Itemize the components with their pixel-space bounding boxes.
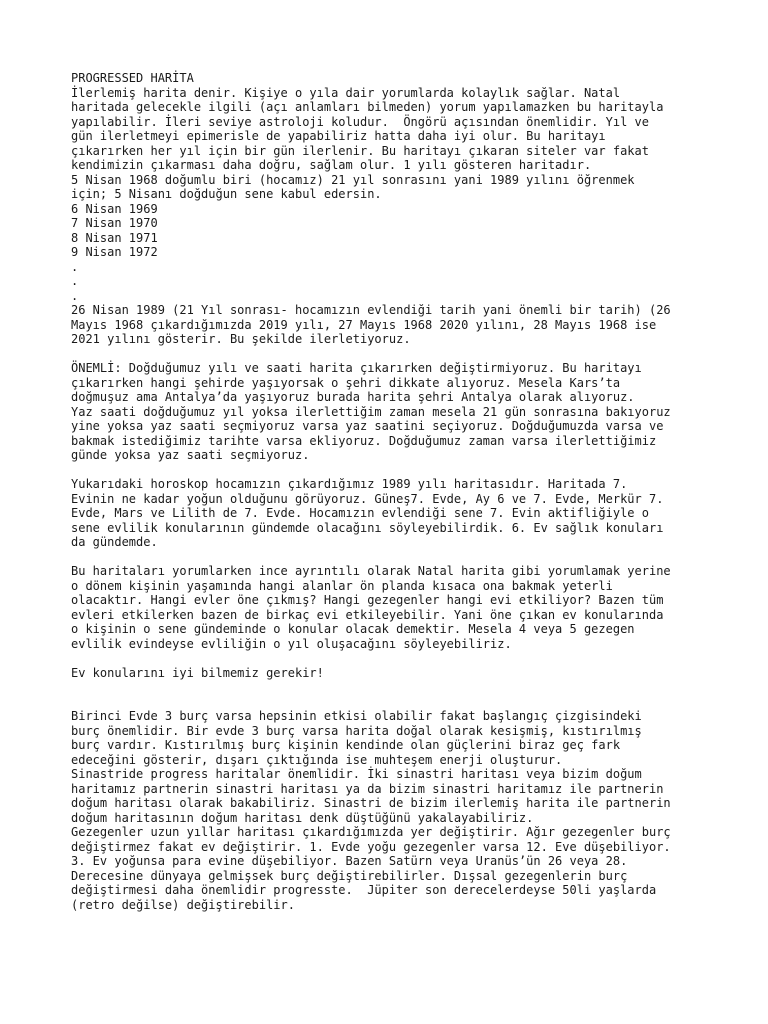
text-line: Bu haritaları yorumlarken ince ayrıntılı olarak Natal harita gibi yorumlamak yerine — [71, 564, 671, 578]
text-line: çıkarırken hangi şehirde yaşıyorsak o şehri dikkate alıyoruz. Mesela Kars’ta — [71, 375, 621, 390]
text-line: Evinin ne kadar yoğun olduğunu görüyoruz. Güneş7. Evde, Ay 6 ve 7. Evde, Merkür 7. — [71, 491, 664, 506]
text-line: doğum haritası olarak bakabiliriz. Sinastri de bizim ilerlemiş harita ile partnerin — [71, 796, 671, 810]
text-line: yine yoksa yaz saati seçmiyoruz varsa yaz saatini seçiyoruz. Doğduğumuzda varsa ve — [71, 419, 664, 433]
document-body — [71, 71, 711, 912]
text-line: evlilik evindeyse evliliğin o yıl oluşacağını söyleyebiliriz. — [71, 636, 512, 651]
text-line: çıkarırken her yıl için bir gün ilerlenir. Bu haritayı çıkaran siteler var fakat — [71, 143, 649, 158]
paragraph-spacer — [71, 651, 711, 666]
text-line: 5 Nisan 1968 doğumlu biri (hocamız) 21 yıl sonrasını yani 1989 yılını öğrenmek — [71, 172, 635, 187]
intro-paragraph — [71, 86, 711, 347]
paragraph-spacer — [71, 550, 711, 565]
horoscope-paragraph — [71, 477, 711, 550]
text-line: evleri etkilerken bazen de birkaç evi etkileyebilir. Yani öne çıkan ev konularında — [71, 607, 664, 622]
text-line: değiştirmez fakat ev değiştirir. 1. Evde yoğu gezegenler varsa 12. Eve düşebiliyor. — [71, 839, 671, 854]
text-line: Derecesine dünyaya gelmişsek burç değiştirebilirler. Dışsal gezegenlerin burç — [71, 868, 628, 883]
text-line: Gezegenler uzun yıllar haritası çıkardığımızda yer değiştirir. Ağır gezegenler burç — [71, 825, 671, 839]
text-line: (retro değilse) değiştirebilir. — [71, 897, 295, 912]
text-line: 26 Nisan 1989 (21 Yıl sonrası- hocamızın evlendiği tarih yani önemli bir tarih) (26 — [71, 303, 671, 317]
text-line: Sinastride progress haritalar önemlidir. İki sinastri haritası veya bizim doğum — [71, 767, 642, 781]
text-line: Birinci Evde 3 burç varsa hepsinin etkisi olabilir fakat başlangıç çizgisindeki — [71, 709, 642, 723]
text-line: o dönem kişinin yaşamında hangi alanlar ön planda kısaca ona bakmak yeterli — [71, 578, 613, 593]
text-line: 7 Nisan 1970 — [71, 216, 158, 230]
text-line: değiştirmesi daha önemlidir progresste. Jüpiter son derecelerdeyse 50li yaşlarda — [71, 883, 657, 897]
text-line: günde yoksa yaz saati seçmiyoruz. — [71, 448, 310, 462]
text-line: burç önemlidir. Bir evde 3 burç varsa harita doğal olarak kesişmiş, kıstırılmış — [71, 723, 642, 738]
paragraph-spacer — [71, 347, 711, 362]
text-line: Mayıs 1968 çıkardığımızda 2019 yılı, 27 Mayıs 1968 2020 yılını, 28 Mayıs 1968 ise — [71, 317, 657, 332]
text-line: bakmak istediğimiz tarihte varsa ekliyoruz. Doğduğumuz zaman varsa ilerlettiğimiz — [71, 433, 657, 448]
document-title: PROGRESSED HARİTA — [71, 71, 194, 85]
text-line: gün ilerletmeyi epimerisle de yapabiliriz hatta daha iyi olur. Bu haritayı — [71, 129, 606, 143]
text-line: haritada gelecekle ilgili (açı anlamları bilmeden) yorum yapılamazken bu haritayla — [71, 100, 664, 114]
text-line: kendimizin çıkarması daha doğru, sağlam olur. 1 yılı gösteren haritadır. — [71, 158, 592, 172]
text-line: 8 Nisan 1971 — [71, 230, 158, 245]
text-line: 6 Nisan 1969 — [71, 201, 158, 216]
text-line: Yaz saati doğduğumuz yıl yoksa ilerlettiğim zaman mesela 21 gün sonrasına bakıyoruz — [71, 404, 671, 419]
text-line: 3. Ev yoğunsa para evine düşebiliyor. Bazen Satürn veya Uranüs’ün 26 veya 28. — [71, 854, 628, 868]
text-line: . — [71, 259, 79, 274]
text-line: da gündemde. — [71, 535, 158, 549]
text-line: olacaktır. Hangi evler öne çıkmış? Hangi gezegenler hangi evi etkiliyor? Bazen tüm — [71, 593, 664, 607]
text-line: 9 Nisan 1972 — [71, 245, 158, 259]
text-line: sene evlilik konularının gündemde olacağını söyleyebilirdik. 6. Ev sağlık konuları — [71, 520, 664, 535]
text-line: . — [71, 288, 79, 303]
text-line: o kişinin o sene gündeminde o konular olacak demektir. Mesela 4 veya 5 gezegen — [71, 622, 635, 636]
paragraph-spacer — [71, 680, 711, 695]
text-line: 2021 yılını gösterir. Bu şekilde ilerletiyoruz. — [71, 332, 411, 346]
paragraph-spacer — [71, 695, 711, 710]
paragraph-spacer — [71, 463, 711, 478]
text-line: haritamız partnerin sinastri haritası ya da bizim sinastri haritamız ile partnerin — [71, 781, 664, 796]
houses-note: Ev konularını iyi bilmemiz gerekir! — [71, 665, 324, 680]
text-line: yapılabilir. İleri seviye astroloji koludur. Öngörü açısından önemlidir. Yıl ve — [71, 114, 649, 129]
text-line: Yukarıdaki horoskop hocamızın çıkardığımız 1989 yılı haritasıdır. Haritada 7. — [71, 477, 628, 491]
interpretation-paragraph — [71, 564, 711, 651]
text-line: doğmuşuz ama Antalya’da yaşıyoruz burada harita şehri Antalya olarak alıyoruz. — [71, 390, 635, 404]
text-line: doğum haritasının doğum haritası denk düştüğünü yakalayabiliriz. — [71, 810, 534, 825]
final-paragraph — [71, 709, 711, 912]
text-line: ÖNEMLİ: Doğduğumuz yılı ve saati harita çıkarırken değiştirmiyoruz. Bu haritayı — [71, 361, 642, 375]
text-line: edeceğini gösterir, dışarı çıktığında ise muhteşem enerji oluşturur. — [71, 752, 563, 767]
text-line: . — [71, 274, 79, 288]
text-line: Evde, Mars ve Lilith de 7. Evde. Hocamızın evlendiği sene 7. Evin aktifliğiyle o — [71, 506, 649, 520]
text-line: İlerlemiş harita denir. Kişiye o yıla dair yorumlarda kolaylık sağlar. Natal — [71, 85, 621, 100]
text-line: burç vardır. Kıstırılmış burç kişinin kendinde olan güçlerini biraz geç fark — [71, 738, 621, 752]
text-line: için; 5 Nisanı doğduğun sene kabul edersin. — [71, 187, 382, 201]
important-paragraph — [71, 361, 711, 463]
